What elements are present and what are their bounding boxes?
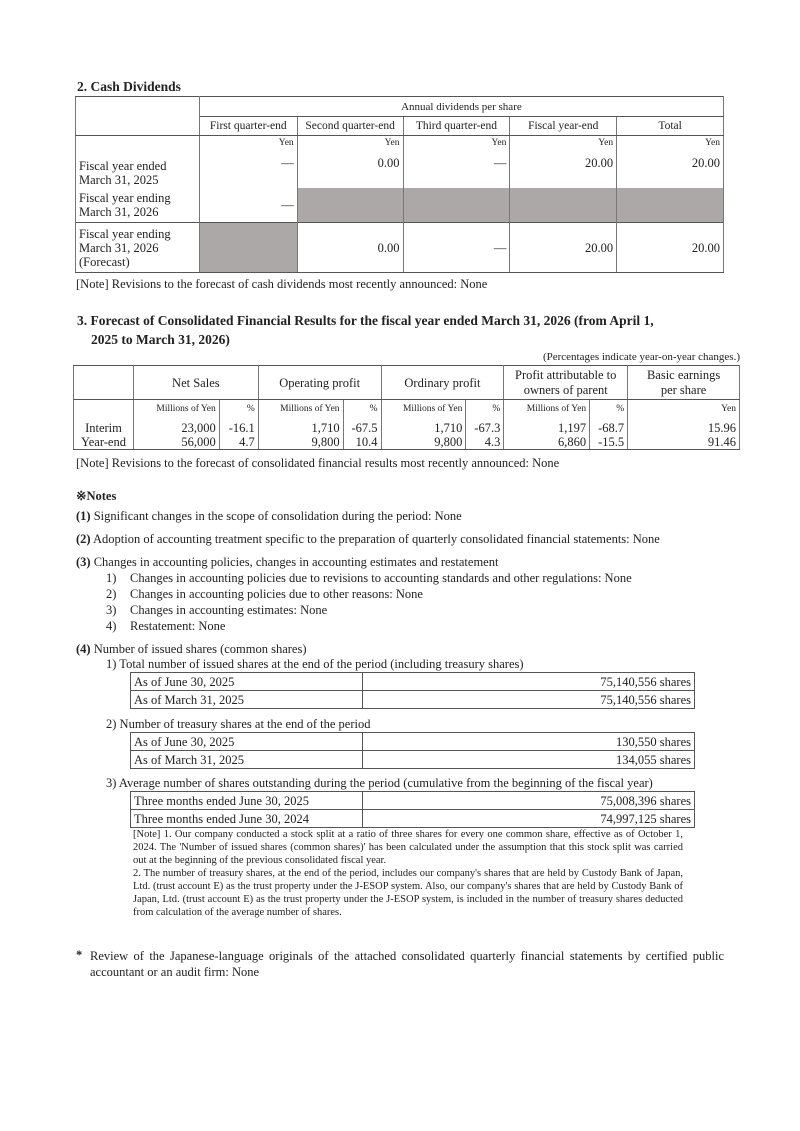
col-header-ordinary-profit: Ordinary profit	[381, 366, 504, 400]
row-label: As of June 30, 2025	[131, 673, 363, 691]
row-label-line: (Forecast)	[79, 254, 130, 269]
value-cell: —	[403, 223, 510, 273]
dividends-note: [Note] Revisions to the forecast of cash dividends most recently announced: None	[76, 277, 488, 291]
value-cell: 1,197	[504, 418, 590, 435]
value-cell: 1,710	[381, 418, 466, 435]
cash-dividends-table	[75, 96, 724, 273]
header-line: Basic earnings	[646, 367, 721, 382]
note-text: Number of issued shares (common shares)	[90, 642, 307, 656]
header-line: per share	[660, 382, 707, 397]
value: —	[493, 156, 507, 170]
shaded-cell	[199, 223, 297, 273]
col-header-net-sales: Net Sales	[133, 366, 258, 400]
value-cell: 74,997,125 shares	[363, 810, 695, 828]
note-text: Changes in accounting policies, changes in accounting estimates and restatement	[90, 555, 499, 569]
unit-label: Millions of Yen	[258, 400, 343, 418]
row-label: Interim	[74, 418, 134, 435]
row-label-line: Fiscal year ended	[79, 158, 167, 173]
note-4	[76, 642, 307, 657]
row-label-line: Fiscal year ending	[79, 226, 171, 241]
corner-cell	[74, 366, 134, 400]
value: 20.00	[691, 156, 720, 170]
value-cell	[199, 136, 297, 188]
table-row	[74, 435, 740, 450]
row-label-line: March 31, 2025	[79, 172, 159, 187]
row-label	[76, 136, 200, 188]
note-3	[76, 555, 498, 570]
value-cell	[617, 136, 724, 188]
note-1	[76, 509, 462, 524]
value-cell: 4.7	[219, 435, 258, 450]
review-star: *	[76, 948, 83, 962]
col-header: Fiscal year-end	[510, 117, 617, 136]
corner-cell	[76, 97, 200, 136]
unit-label: Yen	[628, 400, 740, 418]
value: 0.00	[377, 156, 400, 170]
col-header-operating-profit: Operating profit	[258, 366, 381, 400]
note-text: Adoption of accounting treatment specific to the preparation of quarterly consolidated financial statements: None	[90, 532, 660, 546]
value-cell: —	[199, 188, 297, 223]
value-cell: 130,550 shares	[363, 733, 695, 751]
average-shares-title: 3) Average number of shares outstanding during the period (cumulative from the beginning of the fiscal year)	[106, 776, 653, 790]
value-cell: 15.96	[628, 418, 740, 435]
col-header: First quarter-end	[199, 117, 297, 136]
row-label: Three months ended June 30, 2025	[131, 792, 363, 810]
issued-shares-table	[130, 672, 695, 709]
col-header-profit-attributable	[504, 366, 628, 400]
forecast-table	[73, 365, 740, 450]
shaded-cell	[510, 188, 617, 223]
shaded-cell	[297, 188, 403, 223]
value-cell: 91.46	[628, 435, 740, 450]
row-label: As of March 31, 2025	[131, 751, 363, 769]
row-label-line: Fiscal year ending	[79, 190, 171, 205]
note-3-item	[106, 571, 632, 586]
value-cell: 56,000	[133, 435, 219, 450]
unit-label: %	[343, 400, 381, 418]
item-text: Changes in accounting estimates: None	[130, 603, 328, 617]
forecast-note: [Note] Revisions to the forecast of consolidated financial results most recently announced: None	[76, 456, 560, 470]
row-label: As of March 31, 2025	[131, 691, 363, 709]
value-cell: 6,860	[504, 435, 590, 450]
value-cell: 20.00	[510, 223, 617, 273]
unit-label: Millions of Yen	[133, 400, 219, 418]
review-text: Review of the Japanese-language originals of the attached consolidated quarterly financial statements by certified public accountant or an audit firm: None	[90, 949, 724, 979]
value-cell: -16.1	[219, 418, 258, 435]
item-number: 1)	[106, 571, 117, 585]
issued-shares-title: 1) Total number of issued shares at the end of the period (including treasury shares)	[106, 657, 524, 671]
header-line: owners of parent	[523, 382, 608, 397]
average-shares-table	[130, 791, 695, 828]
cash-dividends-heading: 2. Cash Dividends	[77, 79, 181, 94]
value-cell: 23,000	[133, 418, 219, 435]
unit-label: %	[590, 400, 628, 418]
forecast-heading: 3. Forecast of Consolidated Financial Results for the fiscal year ended March 31, 2026 (from April 1,	[77, 313, 654, 328]
value-cell: 75,140,556 shares	[363, 691, 695, 709]
value-cell	[510, 136, 617, 188]
col-header: Total	[617, 117, 724, 136]
value-cell: 1,710	[258, 418, 343, 435]
unit-label: Millions of Yen	[504, 400, 590, 418]
col-header-eps	[628, 366, 740, 400]
value-cell: 134,055 shares	[363, 751, 695, 769]
value-cell: 4.3	[466, 435, 504, 450]
row-label	[76, 223, 200, 273]
unit-label: Yen	[705, 138, 720, 148]
unit-label: Yen	[491, 138, 507, 148]
value-cell	[403, 136, 510, 188]
table-row	[74, 418, 740, 435]
unit-label: Yen	[598, 138, 614, 148]
col-header: Second quarter-end	[297, 117, 403, 136]
row-label: Three months ended June 30, 2024	[131, 810, 363, 828]
row-label-line: March 31, 2026	[79, 240, 159, 255]
row-label: Year-end	[74, 435, 134, 450]
table-row	[131, 810, 695, 828]
note-number: (4)	[76, 642, 91, 656]
unit-label: %	[466, 400, 504, 418]
value-cell: 20.00	[617, 223, 724, 273]
forecast-caption: (Percentages indicate year-on-year changes.)	[542, 351, 740, 363]
table-row	[76, 223, 724, 273]
row-label: As of June 30, 2025	[131, 733, 363, 751]
treasury-shares-table	[130, 732, 695, 769]
value-cell: -67.3	[466, 418, 504, 435]
row-label-line: March 31, 2026	[79, 204, 159, 219]
note-text: Significant changes in the scope of consolidation during the period: None	[90, 509, 462, 523]
value-cell: 9,800	[258, 435, 343, 450]
value-cell: 75,008,396 shares	[363, 792, 695, 810]
item-text: Changes in accounting policies due to other reasons: None	[130, 587, 423, 601]
note-3-item	[106, 619, 225, 634]
header-line: Profit attributable to	[515, 367, 617, 382]
value-cell: 0.00	[297, 223, 403, 273]
notes-heading: ※Notes	[76, 489, 117, 503]
note-3-item	[106, 603, 327, 618]
value-cell: 9,800	[381, 435, 466, 450]
table-row	[131, 751, 695, 769]
table-row	[131, 733, 695, 751]
row-label	[76, 188, 200, 223]
col-header: Third quarter-end	[403, 117, 510, 136]
item-text: Restatement: None	[130, 619, 226, 633]
item-number: 3)	[106, 603, 117, 617]
value-cell: 75,140,556 shares	[363, 673, 695, 691]
note-number: (2)	[76, 532, 91, 546]
treasury-shares-title: 2) Number of treasury shares at the end of the period	[106, 717, 371, 731]
shares-footnote-2: 2. The number of treasury shares, at the end of the period, includes our company's shares that are held by Custody Bank of Japan, Ltd. (trust account E) as the trust property under the J-ESOP system. Also, our company's shares that are held by Custody Bank of Japan, Ltd. (trust account E) as the trust property under the J-ESOP system, is included in the number of treasury shares deducted from calculation of the average number of shares.	[133, 868, 683, 918]
note-2	[76, 532, 660, 547]
shares-footnote-1: [Note] 1. Our company conducted a stock split at a ratio of three shares for every one common share, effective as of October 1, 2024. The 'Number of issued shares (common shares)' has been calculated under the assumption that this stock split was carried out at the beginning of the previous consolidated fiscal year.	[133, 829, 683, 866]
value-cell: -15.5	[590, 435, 628, 450]
value-cell: -68.7	[590, 418, 628, 435]
unit-label: Yen	[278, 138, 294, 148]
table-row	[131, 673, 695, 691]
value: 20.00	[585, 156, 614, 170]
value-cell	[297, 136, 403, 188]
forecast-heading-line2: 2025 to March 31, 2026)	[91, 332, 230, 347]
value-cell: -67.5	[343, 418, 381, 435]
table-row	[76, 188, 724, 223]
table-row	[76, 136, 724, 188]
unit-label: Millions of Yen	[381, 400, 466, 418]
table-row	[131, 691, 695, 709]
note-3-item	[106, 587, 423, 602]
blank-cell	[74, 400, 134, 418]
item-number: 4)	[106, 619, 117, 633]
item-number: 2)	[106, 587, 117, 601]
unit-label: %	[219, 400, 258, 418]
item-text: Changes in accounting policies due to revisions to accounting standards and other regulations: None	[130, 571, 632, 585]
group-header: Annual dividends per share	[199, 97, 723, 117]
value-cell: 10.4	[343, 435, 381, 450]
unit-label: Yen	[384, 138, 400, 148]
value: —	[281, 156, 294, 170]
table-row	[131, 792, 695, 810]
shaded-cell	[617, 188, 724, 223]
note-number: (3)	[76, 555, 91, 569]
shaded-cell	[403, 188, 510, 223]
note-number: (1)	[76, 509, 91, 523]
